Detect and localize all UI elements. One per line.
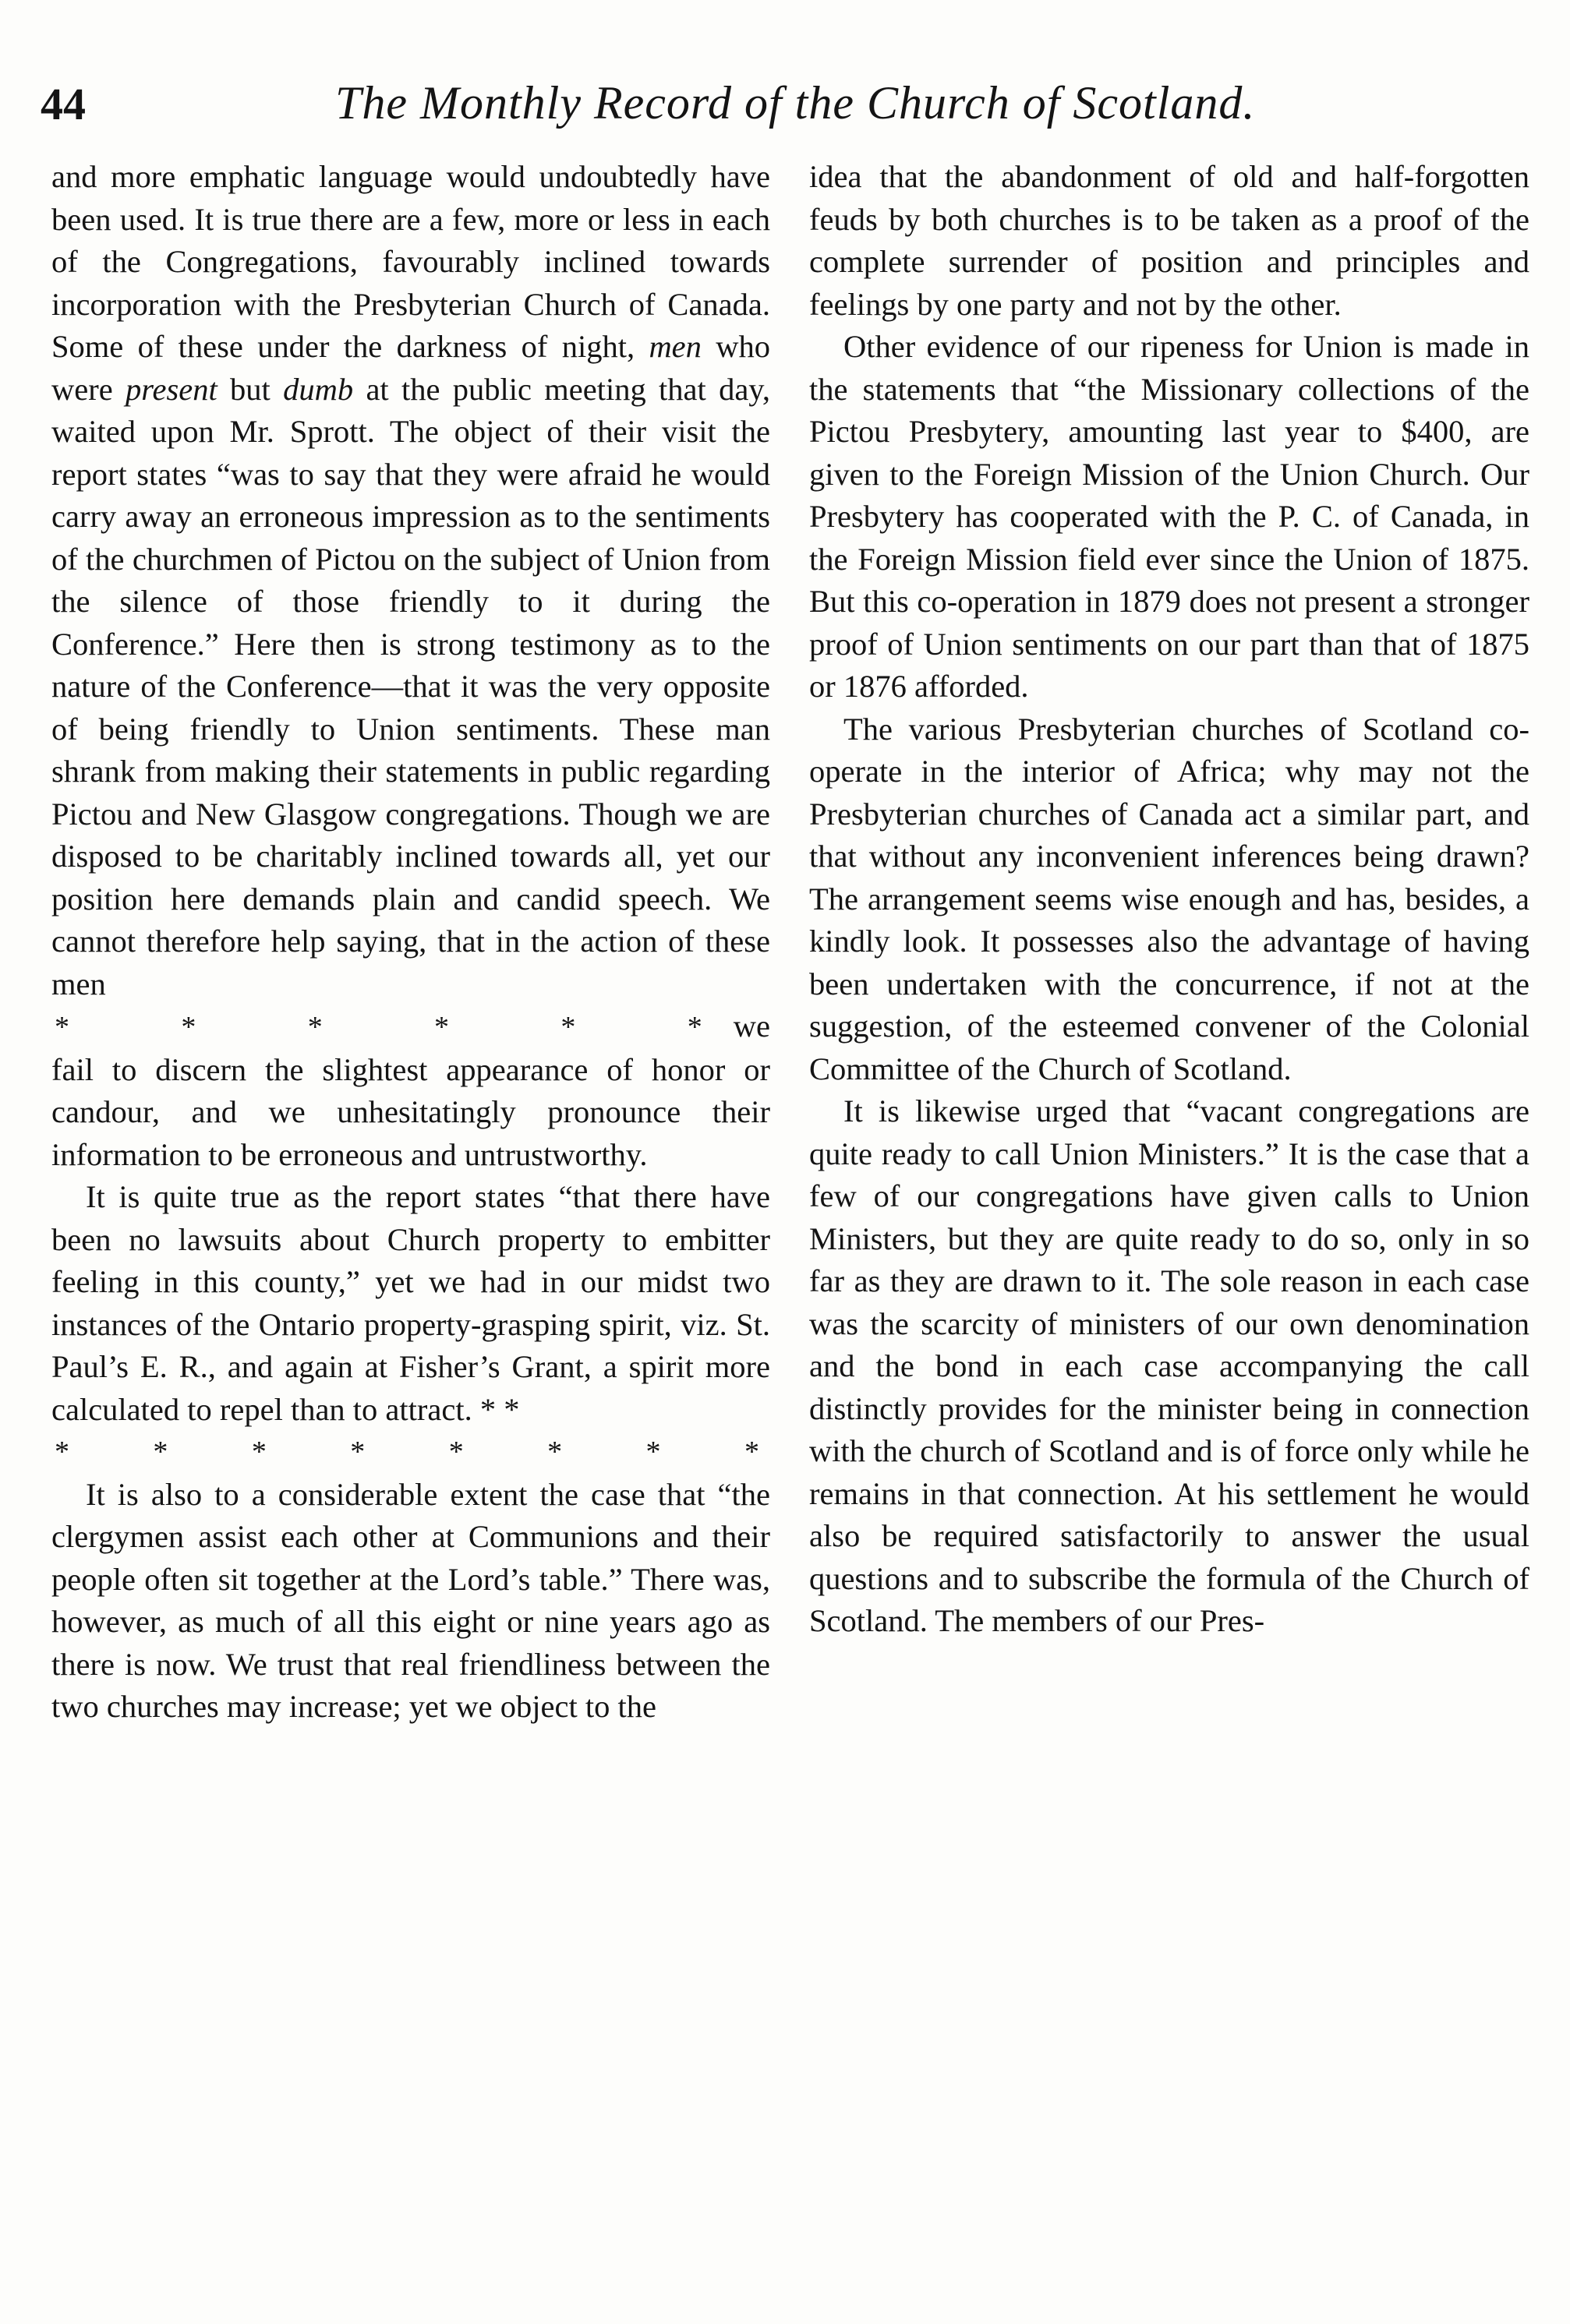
ellipsis-stars (51, 1006, 734, 1049)
right-column (809, 156, 1529, 1643)
text-run: we (733, 1008, 770, 1044)
star: * (55, 1436, 69, 1468)
star: * (55, 1011, 69, 1044)
star: * (547, 1436, 563, 1468)
ellipsis-stars-inline: * * (479, 1391, 520, 1427)
left-column (51, 156, 770, 1729)
star: * (744, 1436, 759, 1468)
page-number: 44 (41, 79, 86, 129)
star: * (181, 1011, 196, 1044)
star: * (251, 1436, 267, 1468)
ellipsis-stars (51, 1431, 770, 1474)
paragraph: idea that the abandonment of old and half-forgotten feuds by both churches is to be taken as a proof of the complete surrender of position and principles and feelings by one party and not by the other. (809, 159, 1529, 322)
text-run: and more emphatic language would undoubtedly have been used. It is true there are a few, more or less in each of the Congregations, favourably inclined towards incorporation with the Presbyterian Church of Canada. Some of these under the darkness of night, (51, 159, 770, 364)
star: * (687, 1011, 702, 1044)
ellipsis-stars-line (51, 1005, 770, 1049)
text-run: who were (51, 329, 771, 407)
italic-text: present (126, 371, 217, 407)
running-header (39, 78, 1531, 148)
star: * (645, 1436, 661, 1468)
text-run: It is quite true as the report states “that there have been no lawsuits about Church property to embitter feeling in this county,” yet we had in our midst two instances of the Ontario property-grasping spirit, viz. St. Paul’s E. R., and again at Fisher’s Grant, a spirit more calculated to repel than to attract. (51, 1179, 770, 1427)
italic-text: dumb (283, 371, 354, 407)
star: * (350, 1436, 366, 1468)
text-run: but (230, 371, 271, 407)
paragraph: It is also to a considerable extent the case that “the clergymen assist each other at Communions and their people often sit together at the Lord’s table.” There was, however, as much of all this eight or nine years ago as there is now. We trust that real friendliness between the two churches may increase; yet we object to the (51, 1476, 770, 1724)
star: * (153, 1436, 168, 1468)
paragraph: It is likewise urged that “vacant congregations are quite ready to call Union Ministers.” It is the case that a few of our congregations have given calls to Union Ministers, but they are quite ready to do so, only in so far as they are drawn to it. The sole reason in each case was the scarcity of ministers of our own denomination and the bond in each case accompanying the call distinctly provides for the minister being in connection with the church of Scotland and is of force only while he remains in that connection. At his settlement he would also be required satisfactorily to answer the usual questions and to subscribe the formula of the Church of Scotland. The members of our Pres- (809, 1093, 1529, 1638)
star: * (307, 1011, 323, 1044)
paragraph: Other evidence of our ripeness for Union is made in the statements that “the Missionary collections of the Pictou Presbytery, amounting last year to $400, are given to the Foreign Mission of the Union Church. Our Presbytery has cooperated with the P. C. of Canada, in the Foreign Mission field ever since the Union of 1875. But this co-operation in 1879 does not present a stronger proof of Union sentiments on our part than that of 1875 or 1876 afforded. (809, 329, 1529, 704)
star: * (560, 1011, 576, 1044)
text-run: at the public meeting that day, waited upon Mr. Sprott. The object of their visit the report states “was to say that they were afraid he would carry away an erroneous impression as to the sentiments of the churchmen of Pictou on the subject of Union from the silence of those friendly to it during the Conference.” Here then is strong testimony as to the nature of the Conference—that it was the very opposite of being friendly to Union sentiments. These man shrank from making their statements in public regarding Pictou and New Glasgow congregations. Though we are disposed to be charitably inclined towards all, yet our position here demands plain and candid speech. We cannot therefore help saying, that in the action of these men (51, 371, 771, 1001)
star: * (434, 1011, 450, 1044)
running-title: The Monthly Record of the Church of Scotland. (335, 77, 1256, 129)
star: * (448, 1436, 464, 1468)
paragraph: fail to discern the slightest appearance of honor or candour, and we unhesitatingly pronounce their information to be erroneous and untrustworthy. (51, 1051, 770, 1172)
italic-text: men (649, 329, 702, 364)
paragraph (51, 1176, 770, 1431)
paragraph: The various Presbyterian churches of Scotland co-operate in the interior of Africa; why may not the Presbyterian churches of Canada act a similar part, and that without any inconvenient inferences being drawn? The arrangement seems wise enough and has, besides, a kindly look. It possesses also the advantage of having been undertaken with the concurrence, if not at the suggestion, of the esteemed convener of the Colonial Committee of the Church of Scotland. (809, 711, 1529, 1086)
paragraph (51, 156, 770, 1005)
